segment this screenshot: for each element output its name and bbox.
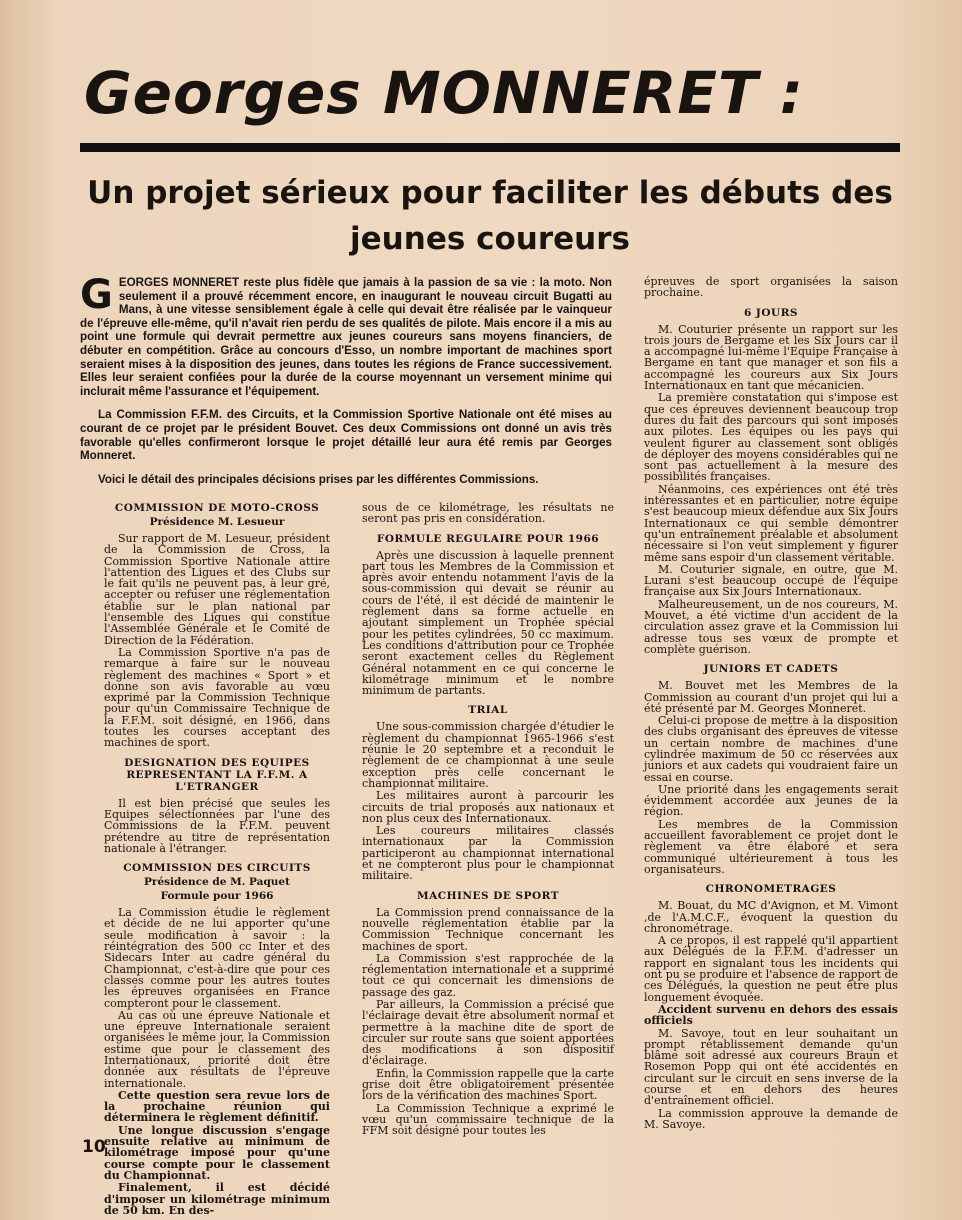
paragraph: Finalement, il est décidé d'imposer un kilométrage minimum de 50 km. En des- [104,1181,330,1217]
heading-trial: TRIAL [468,704,508,717]
paragraph: Malheureusement, un de nos coureurs, M. Mouvet, a été victime d'un accident de la circulation assez grave et la Commission lui adresse tous ses vœux de prompte et complète guérison. [644,597,898,656]
heading-moto-cross: COMMISSION DE MOTO-CROSS [114,502,320,514]
heading-chronometrages: CHRONOMETRAGES [705,883,837,896]
paragraph: épreuves de sport organisées la saison prochaine. [644,275,898,300]
paragraph: Accident survenu en dehors des essais officiels [644,1002,898,1028]
heading-6-jours: 6 JOURS [743,306,799,319]
paragraph: Enfin, la Commission rappelle que la carte grise doit être obligatoirement présentée lors de la vérification des machines Sport. [362,1066,614,1103]
article-intro [80,272,612,496]
paragraph: La Commission Technique a exprimé le vœu qu'un commissaire technique de la FFM soit désigné pour toutes les [362,1101,614,1138]
intro-paragraph-1-text: EORGES MONNERET reste plus fidèle que jamais à la passion de sa vie : la moto. Non seulement il a prouvé récemment encore, en inaugurant le nouveau circuit Bugatti au Mans, à une vitesse sensiblement égale à celle qui devait être réalisée par le vainqueur de l'épreuve elle-même, qu'il n'avait rien perdu de ses qualités de pilote. Mais encore il a mis au point une formule qui devrait permettre aux jeunes coureurs sans moyens financiers, de débuter en compétition. Grâce au concours d'Esso, un nombre important de machines sport seraient mises à la disposition des jeunes, dans toutes les régions de France successivement. Elles leur seraient confiées pour la durée de la course moyennant un versement minime qui inclurait même l'assurance et l'équipement. [80,276,612,398]
paragraph: Les militaires auront à parcourir les circuits de trial proposés aux nationaux et non plus ceux des Internationaux. [362,789,614,825]
paragraph: La Commission Sportive n'a pas de remarque à faire sur le nouveau règlement des machines « Sport » et donne son avis favorable au vœu exprimé par la Commission Technique pour qu'un Commissaire Technique de la F.F.M. soit désigné, en 1966, dans toutes les courses acceptant des machines de sport. [104,645,330,750]
paragraph: Les membres de la Commission accueillent favorablement ce projet dont le règlement va être élaboré et sera communiqué ultérieurement à tous les organisateurs. [644,817,898,876]
paragraph: Néanmoins, ces expériences ont été très intéressantes et en particulier, notre équipe s'est beaucoup mieux défendue aux Six Jours Internationaux ce qui semble démontrer qu'un entraînement préalable et absolument nécessaire si l'on veut simplement y figurer même sans espoir d'un classement véritable. [644,482,898,564]
subheading-circuits: Présidence de M. Paquet [144,876,290,889]
column-right [644,276,898,1131]
paragraph: La première constatation qui s'impose est que ces épreuves deviennent beaucoup trop dures du fait des parcours qui sont imposés aux pilotes. Les équipes ou les pays qui veulent figurer au classement sont obligés de déployer des moyens considérables qui ne sont pas actuellement à la mesure des possibilités françaises. [644,391,898,484]
paragraph: A ce propos, il est rappelé qu'il appartient aux Délégués de la F.F.M. d'adresser un rapport en signalant tous les incidents qui ont pu se produire et l'absence de rapport de ces Délégués, la question ne peut être plus longuement évoquée. [644,934,898,1004]
heading-formule-reguliere: FORMULE REGULAIRE POUR 1966 [376,532,600,545]
paragraph: M. Bouvet met les Membres de la Commission au courant d'un projet qui lui a été présenté par M. Georges Monneret. [644,679,898,715]
paragraph: Cette question sera revue lors de la prochaine réunion qui déterminera le règlement définitif. [104,1088,330,1125]
paragraph: La Commission s'est rapprochée de la réglementation internationale et a supprimé tout ce qui concernait les dimensions de passage des gaz. [362,951,614,999]
paragraph: Par ailleurs, la Commission a précisé que l'éclairage devait être absolument normal et permettre à la machine dite de sport de circuler sur route sans que soient apportées des modifications à son dispositif d'éclairage. [362,997,614,1068]
paragraph: Une sous-commission chargée d'étudier le règlement du championnat 1965-1966 s'est réunie le 20 septembre et a reconduit le règlement de ce championnat à une seule exception près celle concernant le championnat militaire. [362,720,614,790]
drop-cap: G [80,272,113,318]
page-number: 10 [82,1137,106,1157]
column-left [104,502,330,1217]
paragraph: Celui-ci propose de mettre à la disposition des clubs organisant des épreuves de vitesse un certain nombre de machines d'une cylindrée maximum de 50 cc réservées aux juniors et aux cadets qui voudraient faire un essai en course. [644,714,898,784]
paragraph: Sur rapport de M. Lesueur, président de la Commission de Cross, la Commission Sportive Nationale attire l'attention des Ligues et des Clubs sur le fait qu'ils ne peuvent pas, à leur gré, accepter ou refuser une réglementation établie sur le plan national par l'ensemble des Ligues qui constitue l'Assemblée Générale et le Comité de Direction de la Fédération. [104,532,330,647]
article-subtitle: Un projet sérieux pour faciliter les débuts des jeunes coureurs [87,175,893,257]
intro-paragraph-3: Voici le détail des principales décisions prises par les différentes Commissions. [98,472,539,486]
heading-equipes: DESIGNATION DES EQUIPES REPRESENTANT LA F.F.M. A L'ETRANGER [124,756,310,793]
intro-paragraph-1 [80,272,612,398]
paragraph: M. Savoye, tout en leur souhaitant un prompt rétablissement demande qu'un blâme soit adressé aux coureurs Braun et Rosemon Popp qui ont été accidentés en circulant sur le circuit en sens inverse de la course et en dehors des heures d'entraînement officiel. [644,1026,898,1108]
heading-circuits: COMMISSION DES CIRCUITS [123,862,311,875]
paragraph: Au cas où une épreuve Nationale et une épreuve Internationale seraient organisées le même jour, la Commission estime que pour le classement des Internationaux, priorité doit être donnée aux résultats de l'épreuve internationale. [104,1008,330,1090]
paragraph: La Commission étudie le règlement et décide de ne lui apporter qu'une seule modification à savoir : la réintégration des 500 cc Inter et des Sidecars Inter au cadre général du Championnat, c'est-à-dire que pour ces classes comme pour les autres toutes les épreuves organisées en France compteront pour le classement. [104,906,330,1010]
paragraph: Il est bien précisé que seules les Equipes sélectionnées par l'une des Commissions de la F.F.M. peuvent prétendre au titre de représentation nationale à l'étranger. [104,796,330,855]
paragraph: M. Couturier signale, en outre, que M. Lurani s'est beaucoup occupé de l'équipe française aux Six Jours Internationaux. [644,562,898,599]
intro-paragraph-2: La Commission F.F.M. des Circuits, et la Commission Sportive Nationale ont été mises au courant de ce projet par le président Bouvet. Ces deux Commissions ont donné un avis très favorable qu'elles confirmeront lorsque le projet détaillé leur aura été remis par Georges Monneret. [80,408,612,463]
paragraph: Une priorité dans les engagements serait évidemment accordée aux jeunes de la région. [644,782,898,819]
heading-machines-sport: MACHINES DE SPORT [416,889,560,902]
paragraph: sous de ce kilométrage, les résultats ne seront pas pris en considération. [362,501,614,526]
paragraph: La Commission prend connaissance de la nouvelle réglementation établie par la Commission Technique concernant les machines de sport. [362,905,614,953]
subheading-moto-cross: Présidence M. Lesueur [149,516,285,528]
article-title: Georges MONNERET : [84,59,804,127]
paragraph: Les coureurs militaires classés internationaux par la Commission participeront au championnat international et ne compteront plus pour le championnat militaire. [362,824,614,883]
paragraph: La commission approuve la demande de M. Savoye. [644,1106,898,1131]
paragraph: Après une discussion à laquelle prennent part tous les Membres de la Commission et après avoir entendu notamment l'avis de la sous-commission qui devait se réunir au cours de l'été, il est décidé de maintenir le règlement dans sa forme actuelle en ajoutant simplement un Trophée spécial pour les petites cylindrées, 50 cc maximum. Les conditions d'attribution pour ce Trophée seront exactement celles du Règlement Général notamment en ce qui concerne le kilométrage minimum et le nombre minimum de partants. [362,548,614,698]
heading-juniors-cadets: JUNIORS ET CADETS [703,663,839,676]
paragraph: M. Couturier présente un rapport sur les trois jours de Bergame et les Six Jours car il a accompagné lui-même l'Equipe Française à Bergame en tant que manager et son fils a accompagné les coureurs aux Six Jours Internationaux en tant que mécanicien. [644,322,898,393]
paragraph: M. Bouat, du MC d'Avignon, et M. Vimont ,de l'A.M.C.F., évoquent la question du chronométrage. [644,899,898,935]
column-middle [362,502,614,1138]
subheading-formule: Formule pour 1966 [160,890,274,903]
paragraph: Une longue discussion s'engage ensuite relative au minimum de kilométrage imposé pour qu'une course compte pour le classement du Championnat. [104,1123,330,1182]
title-rule [80,143,900,152]
